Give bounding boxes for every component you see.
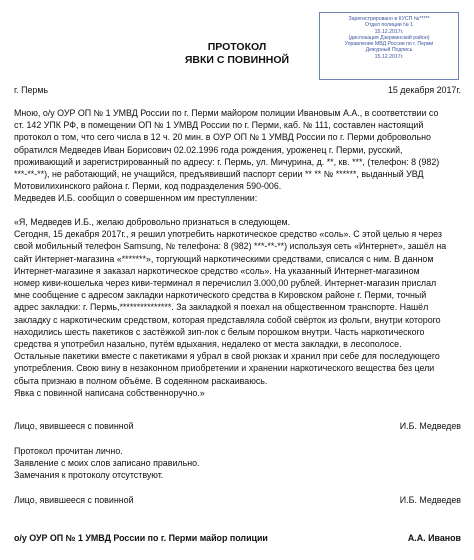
intro-line: ст. 142 УПК РФ, в помещении ОП № 1 УМВД России по г. Перми, каб. № 111, составлен настоящий bbox=[14, 120, 424, 131]
intro-paragraph bbox=[14, 107, 461, 205]
intro-line: проживающий и зарегистрированный по адресу: г. Пермь, ул. Мичурина, д. **, кв. ***, (телефон: 8 (982) bbox=[14, 156, 440, 167]
statement-line: Явка с повинной написана собственноручно.» bbox=[14, 387, 205, 398]
confession-statement bbox=[14, 216, 461, 399]
intro-line: Мотовилихинского района г. Перми, код подразделения 590-006. bbox=[14, 181, 282, 192]
stamp-line: Зарегистрировано в КУСП №***** bbox=[348, 16, 430, 22]
stamp-line: (дислокация Дзержинский район) bbox=[348, 34, 430, 41]
statement-line: свой мобильный телефон Samsung, № телефона: 8 (982) ***-**-**) используя сеть «Интернет», зашёл на bbox=[14, 241, 447, 252]
statement-line: Сегодня, 15 декабря 2017г., я решил употребить наркотическое средство «соль». С этой целью я через bbox=[14, 229, 442, 240]
statement-line: употребления. Свою вину в незаконном приобретении и хранении наркотического вещества без цели bbox=[14, 363, 435, 374]
signature-name: И.Б. Медведев bbox=[399, 495, 461, 505]
intro-line: ***-**-**), не работающий, не учащийся, предъявивший паспорт серии ** ** № ******, выданный УВД bbox=[14, 169, 424, 180]
read-confirmation bbox=[14, 445, 461, 482]
statement-line: «Я, Медведев И.Б., желаю добровольно признаться в следующем. bbox=[14, 217, 291, 227]
statement-line: номер киви-кошелька через киви-терминал я перечислил 3.000,00 рублей. Интернет-магазин прислал bbox=[14, 278, 437, 289]
stamp-line: Дежурный Подпись bbox=[365, 47, 413, 54]
statement-line: находились шесть пакетиков с застёжкой зип-лок с белым порошком внутри. Часть наркотического bbox=[14, 326, 425, 337]
place-date-row bbox=[14, 84, 461, 96]
intro-line: обратился Медведев Иван Борисович 02.02.1996 года рождения, уроженец г. Перми, русский, bbox=[14, 144, 403, 155]
date: 15 декабря 2017г. bbox=[387, 85, 461, 95]
document-title: ПРОТОКОЛ bbox=[207, 41, 267, 53]
signature-name: И.Б. Медведев bbox=[399, 421, 461, 431]
read-line: Замечания к протоколу отсутствуют. bbox=[14, 470, 164, 481]
intro-line: Медведев И.Б. сообщил о совершенном им преступлении: bbox=[14, 193, 258, 204]
statement-line: мне сообщение с адресом закладки наркотического средства в Кировском районе г. Перми, точный bbox=[14, 290, 427, 301]
officer-name: А.А. Иванов bbox=[407, 533, 461, 543]
signature-label: Лицо, явившееся с повинной bbox=[14, 421, 134, 431]
signature-row-1 bbox=[14, 420, 461, 432]
read-line: Протокол прочитан лично. bbox=[14, 446, 123, 456]
intro-line: Мною, о/у ОУР ОП № 1 УМВД России по г. Перми майором полиции Ивановым А.А., в соответствии со bbox=[14, 108, 439, 118]
signature-label: Лицо, явившееся с повинной bbox=[14, 495, 134, 505]
statement-line: закладку с наркотическим средством, которая представляла собой свёрток из фольги, внутри которого bbox=[14, 314, 441, 325]
statement-line: сбыта признаю в полном объёме. В содеянном раскаиваюсь. bbox=[14, 375, 268, 386]
stamp-line: 15.12.2017г. bbox=[374, 53, 404, 60]
read-line: Заявление с моих слов записано правильно. bbox=[14, 458, 200, 469]
officer-signature-row bbox=[14, 532, 461, 544]
signature-row-2 bbox=[14, 494, 461, 506]
statement-line: адрес закладки: г. Пермь,***************. За закладкой я поехал на общественном транспорте. Нашёл bbox=[14, 302, 429, 313]
statement-line: Остальные пакетики вместе с пакетиками я убрал в свой рюкзак и хранил при себе для последующего bbox=[14, 351, 440, 362]
statement-line: средства я употребил назально, путём вдыхания, недалеко от места закладки, в лесополосе. bbox=[14, 339, 402, 350]
stamp-line: 15.12.2017г. bbox=[374, 28, 404, 35]
document-subtitle: ЯВКИ С ПОВИННОЙ bbox=[184, 54, 290, 66]
officer-title: о/у ОУР ОП № 1 УМВД России по г. Перми майор полиции bbox=[14, 533, 268, 543]
city: г. Пермь bbox=[14, 85, 49, 95]
stamp-line: Отдел полиции № 1 bbox=[364, 22, 414, 29]
stamp-line: Управление МВД России по г. Перми bbox=[344, 41, 434, 48]
intro-line: протокол о том, что сего числа в 12 ч. 20 мин. в ОУР ОП № 1 УМВД России по г. Перми добровольно bbox=[14, 132, 431, 143]
statement-line: сайт Интернет-магазина «*******», торгующий наркотическими средствами, списался с ним. В данном bbox=[14, 253, 434, 264]
statement-line: Интернет-магазине я заказал наркотическое средство «соль». На указанный Интернет-магазином bbox=[14, 265, 420, 276]
